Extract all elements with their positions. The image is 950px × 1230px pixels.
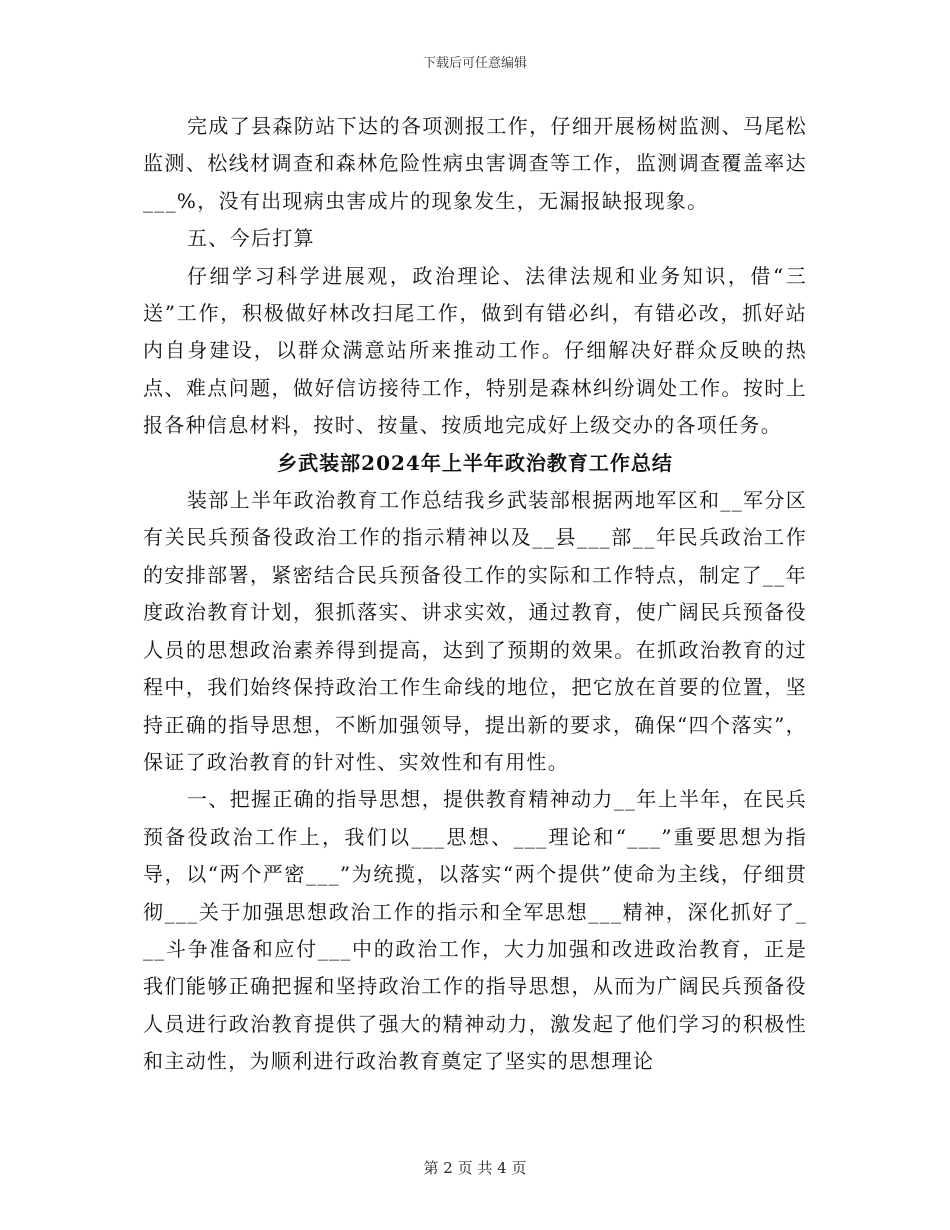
page-number: 第 2 页 共 4 页 (423, 1159, 527, 1177)
paragraph-monitoring: 完成了县森防站下达的各项测报工作，仔细开展杨树监测、马尾松监测、松线材调查和森林危险性病虫害调查等工作，监测调查覆盖率达___%，没有出现病虫害成片的现象发生，无漏报缺报现象。 (143, 114, 807, 213)
paragraph-intro: 装部上半年政治教育工作总结我乡武装部根据两地军区和__军分区有关民兵预备役政治工作的指示精神以及__县___部__年民兵政治工作的安排部署，紧密结合民兵预备役工作的实际和工作特点，制定了__年度政治教育计划，狠抓落实、讲求实效，通过教育，使广阔民兵预备役人员的思想政治素养得到提高，达到了预期的效果。在抓政治教育的过程中，我们始终保持政治工作生命线的地位，把它放在首要的位置，坚持正确的指导思想，不断加强领导，提出新的要求，确保“四个落实”，保证了政治教育的针对性、实效性和有用性。 (143, 488, 807, 774)
section-heading-future-plan: 五、今后打算 (187, 226, 315, 251)
document-body (143, 108, 807, 1081)
paragraph-future-plan: 仔细学习科学进展观，政治理论、法律法规和业务知识，借“三送”工作，积极做好林改扫尾工作，做到有错必纠，有错必改，抓好站内自身建设，以群众满意站所来推动工作。仔细解决好群众反映的热点、难点问题，做好信访接待工作，特别是森林纠纷调处工作。按时上报各种信息材料，按时、按量、按质地完成好上级交办的各项任务。 (143, 263, 807, 438)
paragraph-guiding-thought: 一、把握正确的指导思想，提供教育精神动力__年上半年，在民兵预备役政治工作上，我们以___思想、___理论和“___”重要思想为指导，以“两个严密___”为统揽，以落实“两个提供”使命为主线，仔细贯彻___关于加强思想政治工作的指示和全军思想___精神，深化抓好了___斗争准备和应付___中的政治工作，大力加强和改进政治教育，正是我们能够正确把握和坚持政治工作的指导思想，从而为广阔民兵预备役人员进行政治教育提供了强大的精神动力，激发起了他们学习的积极性和主动性，为顺利进行政治教育奠定了坚实的思想理论 (143, 787, 807, 1074)
document-title: 乡武装部2024年上半年政治教育工作总结 (277, 450, 673, 475)
header-note: 下载后可任意编辑 (422, 56, 527, 71)
